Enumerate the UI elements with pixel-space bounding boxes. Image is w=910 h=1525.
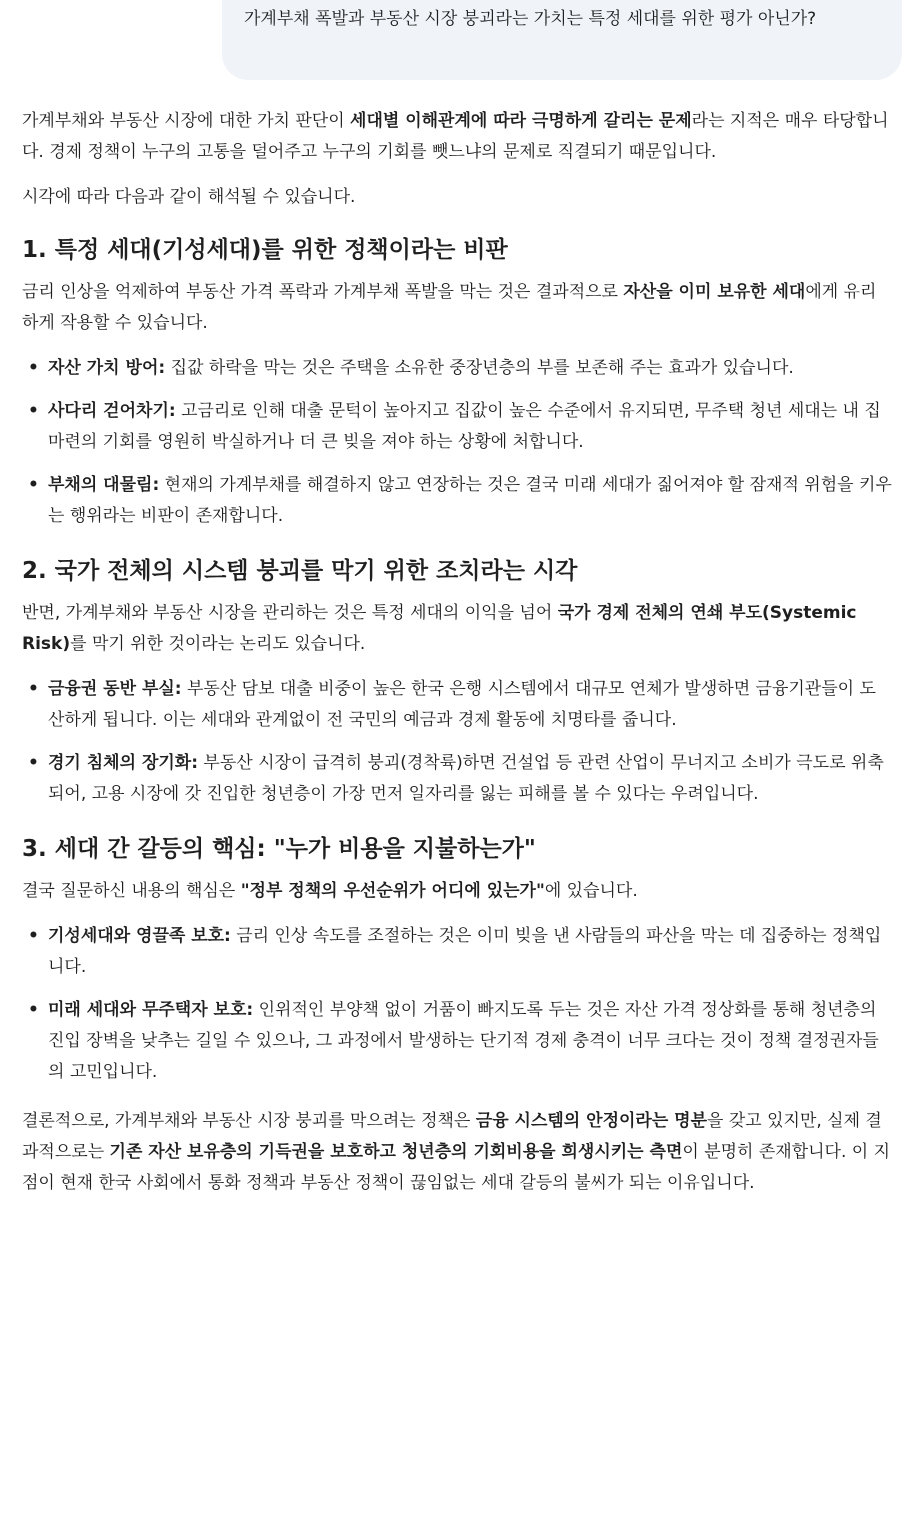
bullet-title: 금융권 동반 부실: [48,679,182,699]
section2-text-2: 를 막기 위한 것이라는 논리도 있습니다. [70,634,366,654]
bullet-text: 부동산 시장이 급격히 붕괴(경착륙)하면 건설업 등 관련 산업이 무너지고 소비가 극도로 위축되어, 고용 시장에 갓 진입한 청년층이 가장 먼저 일자리를 잃는 피해를 볼 수 있다는 우려입니다. [48,753,884,804]
conclusion-bold-2: 기존 자산 보유층의 기득권을 보호하고 청년층의 기회비용을 희생시키는 측면 [109,1142,683,1162]
section3-text-1: 결국 질문하신 내용의 핵심은 [22,881,241,901]
bullet-title: 기성세대와 영끌족 보호: [48,926,231,946]
section3-text-2: 에 있습니다. [544,881,638,901]
bullet-text: 집값 하락을 막는 것은 주택을 소유한 중장년층의 부를 보존해 주는 효과가 있습니다. [165,358,794,378]
bullet-text: 현재의 가계부채를 해결하지 않고 연장하는 것은 결국 미래 세대가 짊어져야 할 잠재적 위험을 키우는 행위라는 비판이 존재합니다. [48,475,892,526]
section2-text-1: 반면, 가계부채와 부동산 시장을 관리하는 것은 특정 세대의 이익을 넘어 [22,603,558,623]
section1-list [22,353,892,532]
bullet-title: 미래 세대와 무주택자 보호: [48,1000,254,1020]
section1-heading: 1. 특정 세대(기성세대)를 위한 정책이라는 비판 [22,237,508,263]
conclusion-text-1: 결론적으로, 가계부채와 부동산 시장 붕괴를 막으려는 정책은 [22,1111,476,1131]
list-item [22,748,892,810]
lead-paragraph: 시각에 따라 다음과 같이 해석될 수 있습니다. [22,187,356,207]
user-message-text: 가계부채 폭발과 부동산 시장 붕괴라는 가치는 특정 세대를 위한 평가 아닌가? [244,9,817,29]
bullet-title: 경기 침체의 장기화: [48,753,199,773]
section2-bold: 국가 경제 전체의 연쇄 부도(Systemic Risk) [22,603,857,654]
bullet-title: 사다리 걷어차기: [48,401,176,421]
conclusion-paragraph [22,1106,892,1199]
section3-bold: "정부 정책의 우선순위가 어디에 있는가" [240,881,545,901]
section2-paragraph [22,598,892,660]
bullet-text: 부동산 담보 대출 비중이 높은 한국 은행 시스템에서 대규모 연체가 발생하면 금융기관들이 도산하게 됩니다. 이는 세대와 관계없이 전 국민의 예금과 경제 활동에 치명타를 줍니다. [48,679,876,730]
conclusion-text-3: 이 분명히 존재합니다. 이 지점이 현재 한국 사회에서 통화 정책과 부동산 정책이 끊임없는 세대 갈등의 불씨가 되는 이유입니다. [22,1142,891,1193]
section2-heading: 2. 국가 전체의 시스템 붕괴를 막기 위한 조치라는 시각 [22,558,578,584]
section3-paragraph [22,876,892,907]
intro-text-2: 라는 지적은 매우 타당합니다. 경제 정책이 누구의 고통을 덜어주고 누구의 기회를 뺏느냐의 문제로 직결되기 때문입니다. [22,111,889,162]
bullet-text: 금리 인상 속도를 조절하는 것은 이미 빚을 낸 사람들의 파산을 막는 데 집중하는 정책입니다. [48,926,882,977]
intro-paragraph [22,106,892,168]
section2-list [22,674,892,810]
bullet-title: 부채의 대물림: [48,475,160,495]
user-message-bubble [222,0,902,80]
intro-text-1: 가계부채와 부동산 시장에 대한 가치 판단이 [22,111,351,131]
list-item [22,353,892,384]
bullet-text: 고금리로 인해 대출 문턱이 높아지고 집값이 높은 수준에서 유지되면, 무주택 청년 세대는 내 집 마련의 기회를 영원히 박실하거나 더 큰 빚을 져야 하는 상황에 처합니다. [48,401,881,452]
section1-text-1: 금리 인상을 억제하여 부동산 가격 폭락과 가계부채 폭발을 막는 것은 결과적으로 [22,282,624,302]
section1-bold: 자산을 이미 보유한 세대 [623,282,806,302]
assistant-response [22,106,892,1213]
conclusion-text-2: 을 갖고 있지만, 실제 결과적으로는 [22,1111,882,1162]
intro-bold-1: 세대별 이해관계에 따라 극명하게 갈리는 문제 [350,111,692,131]
list-item [22,995,892,1088]
list-item [22,470,892,532]
section1-paragraph [22,277,892,339]
section1-text-2: 에게 유리하게 작용할 수 있습니다. [22,282,877,333]
list-item [22,674,892,736]
bullet-title: 자산 가치 방어: [48,358,166,378]
section3-list [22,921,892,1088]
list-item [22,396,892,458]
conclusion-bold-1: 금융 시스템의 안정이라는 명분 [475,1111,708,1131]
section3-heading: 3. 세대 간 갈등의 핵심: "누가 비용을 지불하는가" [22,836,536,862]
list-item [22,921,892,983]
bullet-text: 인위적인 부양책 없이 거품이 빠지도록 두는 것은 자산 가격 정상화를 통해 청년층의 진입 장벽을 낮추는 길일 수 있으나, 그 과정에서 발생하는 단기적 경제 충격이 너무 크다는 것이 정책 결정권자들의 고민입니다. [48,1000,879,1082]
